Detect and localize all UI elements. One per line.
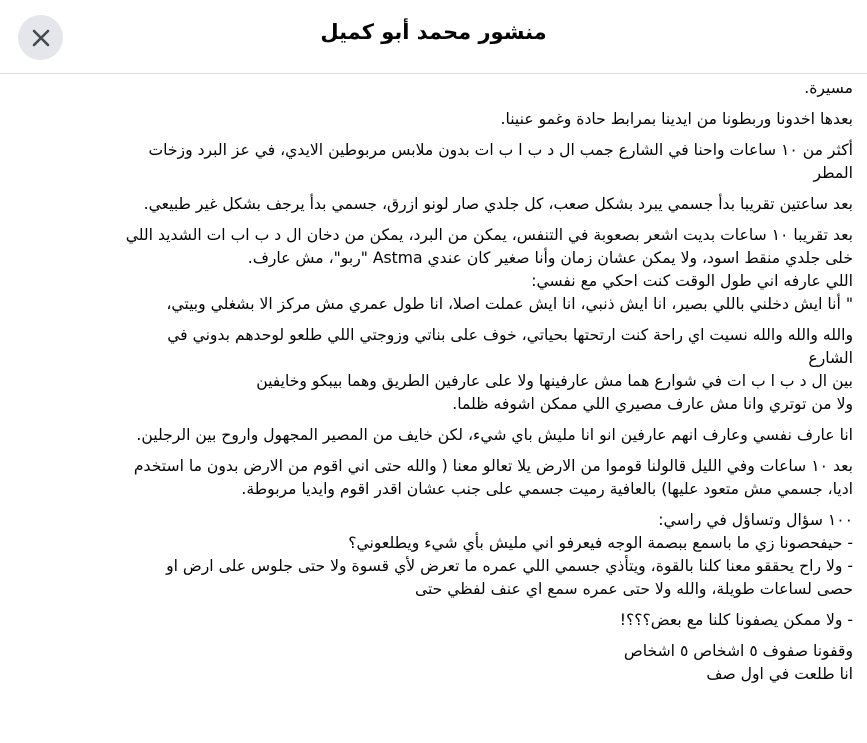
- post-line: بعد ساعتين تقريبا بدأ جسمي يبرد بشكل صعب، كل جلدي صار لونو ازرق، جسمي بدأ يرجف بشكل غير طبيعي.: [143, 195, 853, 213]
- post-paragraph: [14, 424, 853, 447]
- post-paragraph: [14, 324, 853, 416]
- post-paragraph: [14, 455, 853, 501]
- post-line: بعدها اخدونا وربطونا من ايدينا بمرابط حادة وغمو عنينا.: [500, 110, 853, 128]
- post-line: وقفونا صفوف ٥ اشخاص ٥ اشخاص: [623, 642, 853, 660]
- post-line: انا طلعت في اول صف: [706, 665, 853, 683]
- dialog-title: منشور محمد أبو كميل: [320, 20, 547, 44]
- post-line: - ولا راح يحققو معنا كلنا بالقوة، ويتأذي جسمي اللي عمره ما تعرض لأي قسوة ولا حتى جلوس على ارض او: [166, 557, 853, 575]
- post-line: والله والله والله نسيت اي راحة كنت ارتحتها بحياتي، خوف على بناتي وزوجتي اللي طلعو لوحدهم بدوني في: [167, 326, 853, 344]
- post-paragraph: [14, 108, 853, 131]
- post-paragraph: [14, 509, 853, 601]
- post-line: انا عارف نفسي وعارف انهم عارفين انو انا مليش باي شيء، لكن خايف من المصير المجهول واروح بين الرجلين.: [136, 426, 853, 444]
- post-paragraph: [14, 139, 853, 185]
- post-line: بعد ١٠ ساعات وفي الليل قالولنا قوموا من الارض يلا تعالو معنا ( والله حتى اني اقوم من الارض بدون ما استخدم: [133, 457, 853, 475]
- post-line: اديا، جسمي مش متعود عليها) بالعافية رميت جسمي على جنب عشان اقدر اقوم وايديا مربوطة.: [241, 480, 853, 498]
- post-line: " أنا ايش دخلني باللي بصير، انا ايش ذنبي، انا ايش عملت اصلا، انا طول عمري مش مركز الا بشغلي وبيتي،: [166, 295, 853, 313]
- post-line: أكثر من ١٠ ساعات واحنا في الشارع جمب ال د ب ا ب ات بدون ملابس مربوطين الايدي، في عز البرد وزخات: [148, 141, 853, 159]
- post-body[interactable]: [0, 74, 867, 743]
- post-line: خلى جلدي منقط اسود، ولا يمكن عشان زمان وأنا صغير كان عندي Astma "ربو"، مش عارف.: [247, 249, 853, 267]
- dialog-header: [0, 0, 867, 74]
- post-line: بين ال د ب ا ب ات في شوارع هما مش عارفينها ولا على عارفين الطريق وهما بيبكو وخايفين: [256, 372, 853, 390]
- post-line: بعد تقريبا ١٠ ساعات بديت اشعر بصعوبة في التنفس، يمكن من البرد، يمكن من دخان ال د ب اب ات الشديد اللي: [125, 226, 853, 244]
- post-line: مسيرة.: [804, 79, 853, 97]
- post-paragraph: [14, 193, 853, 216]
- post-paragraph: [14, 224, 853, 316]
- post-line: حصى لساعات طويلة، والله ولا حتى عمره سمع اي عنف لفظي حتى: [414, 580, 853, 598]
- post-line: - ولا ممكن يصفونا كلنا مع بعض؟؟؟!: [619, 611, 853, 629]
- post-paragraph: [14, 640, 853, 686]
- post-line: الشارع: [808, 349, 853, 367]
- post-line: - حيفحصونا زي ما باسمع ببصمة الوجه فيعرفو اني مليش بأي شيء ويطلعوني؟: [348, 534, 853, 552]
- post-paragraph: [14, 609, 853, 632]
- post-line: المطر: [813, 164, 853, 182]
- post-line: ١٠٠ سؤال وتساؤل في راسي:: [658, 511, 853, 529]
- post-paragraph: [14, 77, 853, 100]
- post-text: [14, 77, 853, 694]
- post-line: ولا من توتري وانا مش عارف مصيري اللي ممكن اشوفه ظلما.: [452, 395, 853, 413]
- post-line: اللي عارفه اني طول الوقت كنت احكي مع نفسي:: [531, 272, 853, 290]
